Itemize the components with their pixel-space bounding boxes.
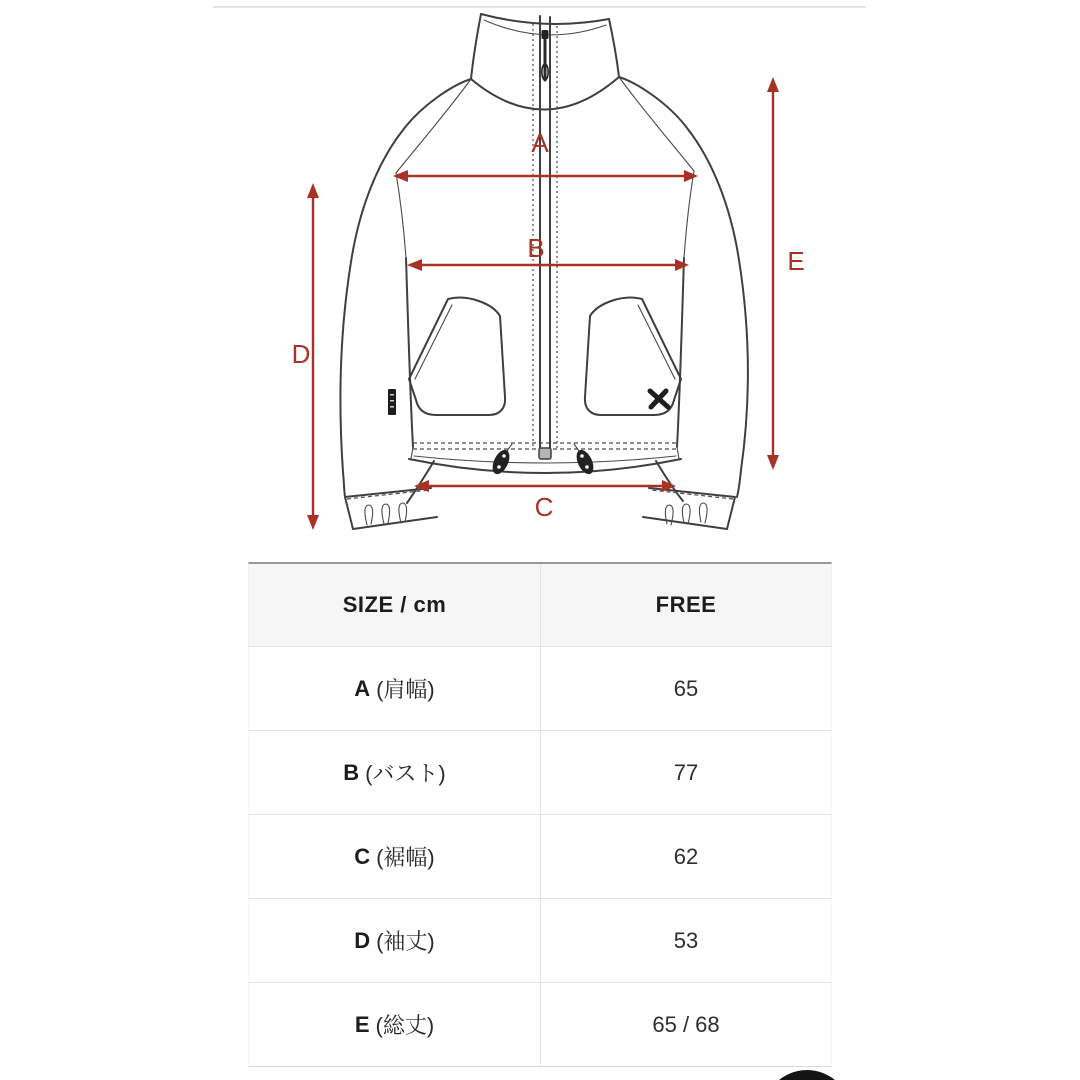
measure-value-cell: 65 bbox=[673, 675, 699, 701]
measure-arrow-C bbox=[414, 480, 676, 492]
measure-label-E: E bbox=[787, 246, 805, 276]
table-row bbox=[248, 899, 832, 983]
body-left-seam bbox=[406, 258, 413, 447]
table-row bbox=[248, 647, 832, 731]
measure-value-cell: 77 bbox=[673, 759, 699, 785]
measure-name-cell: B (バスト) bbox=[249, 731, 541, 814]
size-table bbox=[248, 562, 832, 1067]
measure-arrow-A bbox=[393, 170, 698, 182]
x-logo bbox=[650, 391, 668, 407]
measure-label-A: A bbox=[531, 128, 549, 158]
cuff-left bbox=[345, 488, 437, 529]
table-row bbox=[248, 731, 832, 815]
body-right-seam bbox=[677, 258, 684, 447]
header-free: FREE bbox=[655, 592, 717, 617]
jacket-outline bbox=[340, 14, 748, 529]
measure-label-B: B bbox=[527, 233, 545, 263]
measure-name-cell: E (総丈) bbox=[249, 983, 541, 1066]
measure-arrow-B bbox=[407, 259, 689, 271]
measure-name-cell: A (肩幅) bbox=[249, 647, 541, 730]
measure-value-cell: 65 / 68 bbox=[652, 1011, 720, 1037]
measure-value-cell: 62 bbox=[673, 843, 699, 869]
floating-action-button[interactable] bbox=[763, 1070, 851, 1080]
side-tag bbox=[388, 389, 396, 415]
measure-name-cell: D (袖丈) bbox=[249, 899, 541, 982]
size-table-header bbox=[248, 562, 832, 647]
measure-name-cell: C (裾幅) bbox=[249, 815, 541, 898]
measure-label-D: D bbox=[291, 339, 311, 369]
table-row bbox=[248, 983, 832, 1067]
measure-value-cell: 53 bbox=[673, 927, 699, 953]
measure-label-C: C bbox=[534, 492, 554, 522]
measure-arrow-E bbox=[767, 77, 779, 470]
pocket-right bbox=[585, 298, 681, 415]
header-size-cm: SIZE / cm bbox=[342, 592, 447, 617]
pocket-left bbox=[409, 298, 505, 415]
table-row bbox=[248, 815, 832, 899]
cuff-right bbox=[643, 488, 735, 529]
